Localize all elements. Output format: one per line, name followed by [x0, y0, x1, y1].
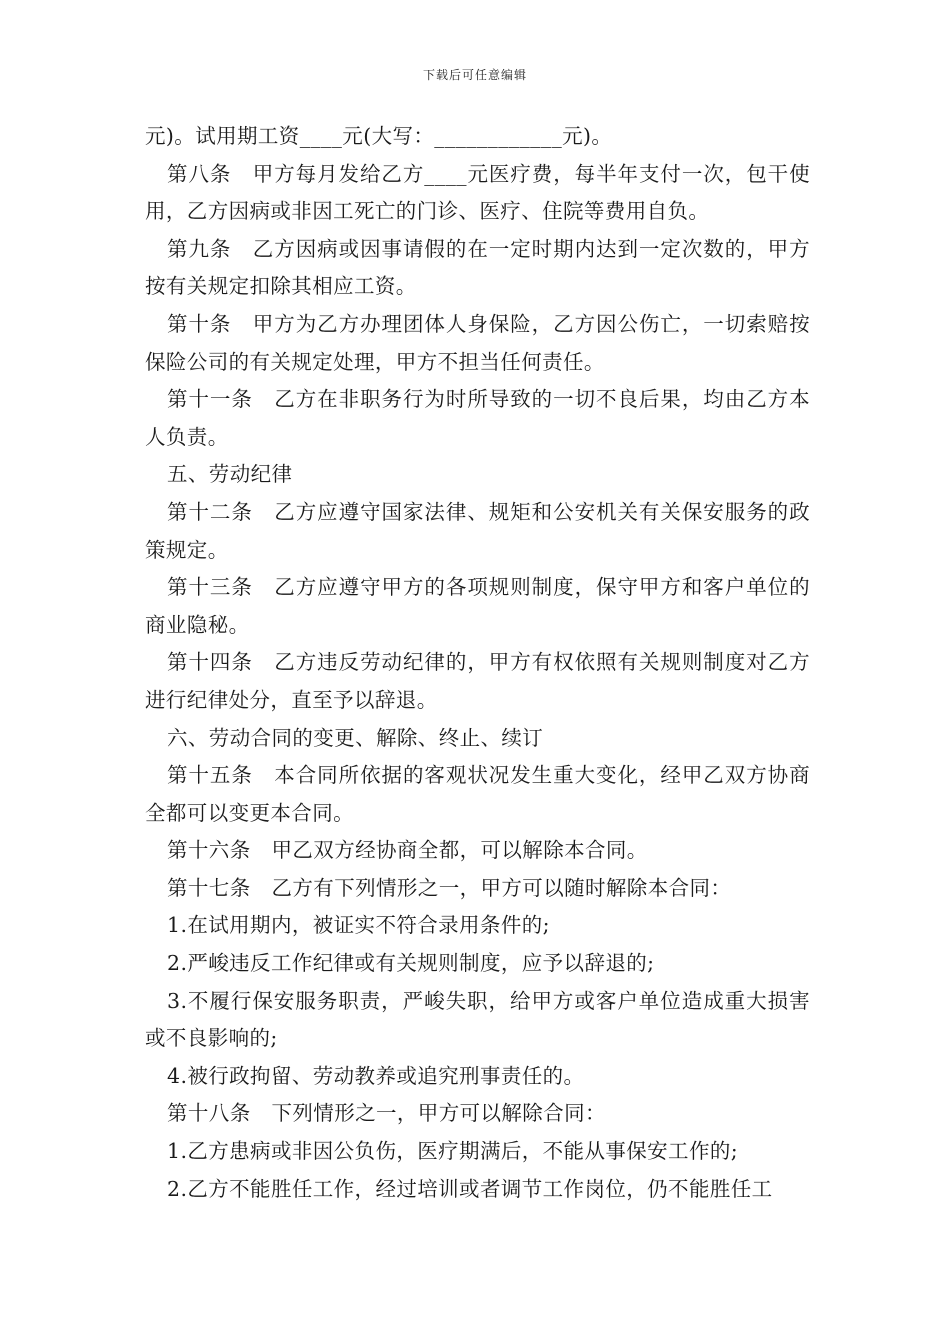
paragraph-article-13: 第十三条 乙方应遵守甲方的各项规则制度，保守甲方和客户单位的商业隐秘。: [145, 575, 810, 637]
paragraph-probation-salary: 元)。试用期工资____元(大写：____________元)。: [145, 124, 613, 148]
section-heading-contract-changes: 六、劳动合同的变更、解除、终止、续订: [167, 725, 544, 750]
paragraph-article-12: 第十二条 乙方应遵守国家法律、规矩和公安机关有关保安服务的政策规定。: [145, 499, 810, 562]
paragraph-article-8: 第八条 甲方每月发给乙方____元医疗费，每半年支付一次，包干使用，乙方因病或非因工死亡的门诊、医疗、住院等费用自负。: [145, 161, 810, 224]
paragraph-article-15: 第十五条 本合同所依据的客观状况发生重大变化，经甲乙双方协商全都可以变更本合同。: [145, 763, 810, 825]
paragraph-article-10: 第十条 甲方为乙方办理团体人身保险，乙方因公伤亡，一切索赔按保险公司的有关规定处理，甲方不担当任何责任。: [145, 311, 810, 374]
list-item-17-2: 2.严峻违反工作纪律或有关规则制度，应予以辞退的;: [167, 951, 655, 976]
list-item-17-3: 3.不履行保安服务职责，严峻失职，给甲方或客户单位造成重大损害或不良影响的;: [145, 988, 810, 1051]
paragraph-article-16: 第十六条 甲乙双方经协商全都，可以解除本合同。: [167, 838, 648, 863]
list-item-18-2: 2.乙方不能胜任工作，经过培训或者调节工作岗位，仍不能胜任工: [167, 1176, 773, 1201]
paragraph-article-9: 第九条 乙方因病或因事请假的在一定时期内达到一定次数的，甲方按有关规定扣除其相应工资。: [145, 236, 810, 299]
list-item-17-1: 1.在试用期内，被证实不符合录用条件的;: [167, 913, 550, 938]
paragraph-article-18: 第十八条 下列情形之一，甲方可以解除合同：: [167, 1101, 606, 1126]
paragraph-article-14: 第十四条 乙方违反劳动纪律的，甲方有权依照有关规则制度对乙方进行纪律处分，直至予以辞退。: [145, 650, 810, 712]
section-heading-labor-discipline: 五、劳动纪律: [167, 462, 293, 487]
paragraph-article-17: 第十七条 乙方有下列情形之一，甲方可以随时解除本合同：: [167, 875, 732, 900]
list-item-18-1: 1.乙方患病或非因公负伤，医疗期满后，不能从事保安工作的;: [167, 1139, 739, 1164]
page-header: 下载后可任意编辑: [422, 68, 527, 82]
paragraph-article-11: 第十一条 乙方在非职务行为时所导致的一切不良后果，均由乙方本人负责。: [145, 387, 810, 449]
list-item-17-4: 4.被行政拘留、劳动教养或追究刑事责任的。: [167, 1063, 585, 1088]
document-body: [145, 118, 810, 1208]
